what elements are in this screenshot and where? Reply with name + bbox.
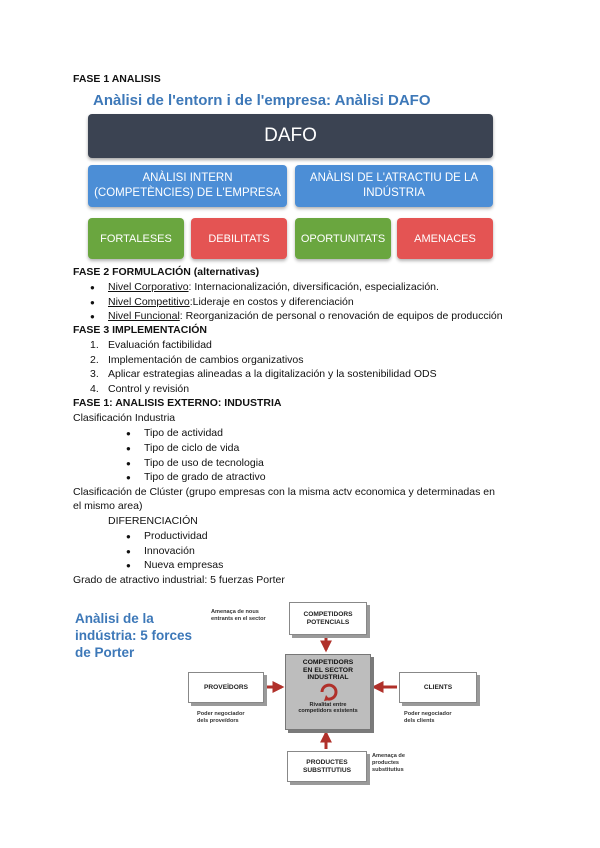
dafo-figure-title: Anàlisi de l'entorn i de l'empresa: Anàlisi DAFO [93, 92, 431, 109]
proveidors-box: PROVEÏDORS [188, 672, 264, 703]
porter-figure-title: Anàlisi de la indústria: 5 forces de Porter [75, 611, 193, 660]
list-item: ● Innovación [144, 545, 195, 557]
list-item: ● Tipo de uso de tecnologia [144, 457, 264, 469]
clients-box: CLIENTS [399, 672, 477, 703]
poder-proveidors-label: Poder negociador dels proveïdors [197, 711, 245, 724]
oportunitats-box: OPORTUNITATS [295, 218, 391, 259]
list-item: ● Nivel Competitivo:Lideraje en costos y diferenciación [108, 296, 354, 308]
productes-substitutius-box: PRODUCTES SUBSTITUTIUS [287, 751, 367, 782]
extern-line1: ANÀLISI DE L'ATRACTIU DE LA [309, 172, 479, 184]
extern-line2: INDÚSTRIA [363, 187, 425, 199]
competidors-sector-box: COMPETIDORS EN EL SECTOR INDUSTRIAL Rivalitat entre competidors existents [285, 654, 371, 730]
amenaca-substitutius-label: Amenaça de productes substitutius [372, 753, 405, 773]
list-item: ● Nivel Funcional: Reorganización de personal o renovación de equipos de producción [108, 310, 503, 322]
clasificacion-industria: Clasificación Industria [73, 412, 176, 424]
section-title-fase3: FASE 3 IMPLEMENTACIÓN [73, 324, 207, 336]
section-title-fase1: FASE 1 ANALISIS [73, 73, 161, 85]
list-item: ● Productividad [144, 530, 208, 542]
poder-clients-label: Poder negociador dels clients [404, 711, 452, 724]
list-item: ● Tipo de ciclo de vida [144, 442, 239, 454]
clasificacion-cluster: Clasificación de Clúster (grupo empresas con la misma actv economica y determinadas en [73, 486, 495, 498]
fortaleses-box: FORTALESES [88, 218, 184, 259]
diferenciacion: DIFERENCIACIÓN [108, 515, 198, 527]
list-item: 4. Control y revisión [90, 383, 190, 395]
list-item: ● Tipo de grado de atractivo [144, 471, 266, 483]
dafo-main-box: DAFO [88, 114, 493, 158]
list-item: ● Tipo de actividad [144, 427, 223, 439]
section-title-fase2: FASE 2 FORMULACIÓN (alternativas) [73, 266, 260, 278]
clasificacion-cluster-cont: el mismo area) [73, 500, 143, 512]
list-item: ● Nueva empresas [144, 559, 223, 571]
competidors-potencials-box: COMPETIDORS POTENCIALS [289, 602, 367, 635]
list-item: 2. Implementación de cambios organizativos [90, 354, 304, 366]
intern-line2: (COMPETÈNCIES) DE L'EMPRESA [94, 187, 281, 199]
amenaca-nous-label: Amenaça de nous entrants en el sector [211, 609, 266, 622]
debilitats-box: DEBILITATS [191, 218, 287, 259]
rivalry-cycle-icon [286, 682, 370, 702]
section-title-externo: FASE 1: ANALISIS EXTERNO: INDUSTRIA [73, 397, 282, 409]
list-item: 3. Aplicar estrategias alineadas a la digitalización y la sostenibilidad ODS [90, 368, 437, 380]
list-item: 1. Evaluación factibilidad [90, 339, 212, 351]
intern-line1: ANÀLISI INTERN [142, 172, 233, 184]
list-item: ● Nivel Corporativo: Internacionalización, diversificación, especialización. [108, 281, 439, 293]
amenaces-box: AMENACES [397, 218, 493, 259]
grado-atractivo: Grado de atractivo industrial: 5 fuerzas Porter [73, 574, 285, 586]
